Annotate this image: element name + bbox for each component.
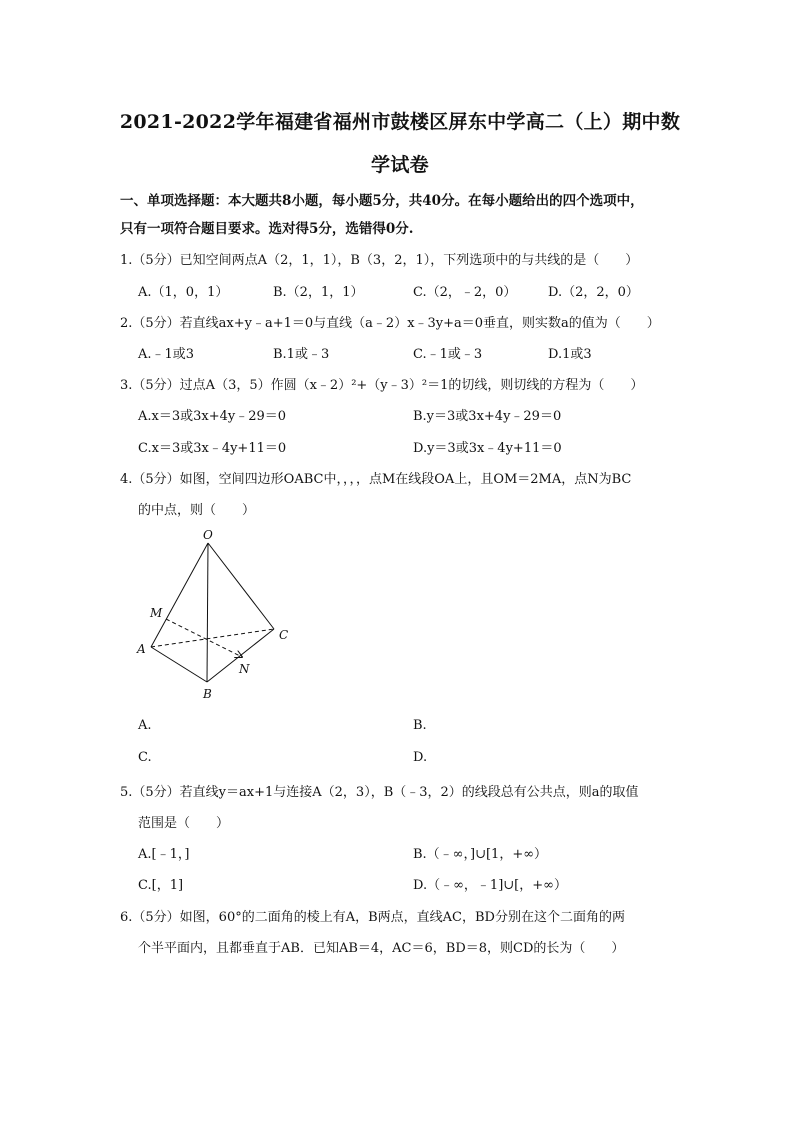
question-2-option-d: D.1或3	[548, 347, 592, 362]
question-1-option-a: A.（1，0，1）	[138, 285, 229, 300]
question-4-option-b: B.	[413, 718, 427, 733]
question-2-stem: 2.（5分）若直线ax+y﹣a+1＝0与直线（a﹣2）x﹣3y+a＝0垂直，则实数a的值为（ ）	[120, 316, 660, 331]
question-4-stem-line2: 的中点，则（ ）	[138, 503, 256, 518]
question-3-stem: 3.（5分）过点A（3，5）作圆（x﹣2）²+（y﹣3）²＝1的切线，则切线的方程为（ ）	[120, 378, 644, 393]
section-heading-line1: 一、单项选择题：本大题共8小题，每小题5分，共40分。在每小题给出的四个选项中，	[120, 193, 644, 209]
section-heading-line2: 只有一项符合题目要求。选对得5分，选错得0分.	[120, 221, 414, 237]
label-b: B	[203, 687, 212, 701]
question-4-option-d: D.	[413, 750, 428, 765]
question-2-option-c: C.﹣1或﹣3	[413, 347, 483, 362]
question-4-option-a: A.	[138, 718, 152, 733]
question-6-stem-line2: 个半平面内，且都垂直于AB．已知AB＝4，AC＝6，BD＝8，则CD的长为（ ）	[138, 941, 625, 956]
question-1-option-c: C.（2，﹣2，0）	[413, 285, 517, 300]
question-5-stem-line2: 范围是（ ）	[138, 816, 230, 831]
label-o: O	[203, 528, 213, 542]
question-3-option-d: D.y＝3或3x﹣4y+11＝0	[413, 441, 562, 456]
question-1-option-b: B.（2，1，1）	[273, 285, 364, 300]
label-c: C	[279, 628, 289, 642]
question-3-option-c: C.x＝3或3x﹣4y+11＝0	[138, 441, 287, 456]
exam-title-line2: 学试卷	[371, 154, 429, 176]
question-3-option-a: A.x＝3或3x+4y﹣29＝0	[138, 409, 287, 424]
exam-title-line1: 2021-2022学年福建省福州市鼓楼区屏东中学高二（上）期中数	[119, 111, 681, 133]
question-5-option-c: C.[，1]	[138, 878, 184, 893]
edge-ob	[207, 543, 208, 682]
edge-ac-dashed	[151, 629, 274, 647]
question-6-stem-line1: 6.（5分）如图，60°的二面角的棱上有A，B两点，直线AC，BD分别在这个二面角的两	[120, 910, 625, 925]
question-5-option-a: A.[﹣1，]	[138, 847, 190, 862]
question-1-option-d: D.（2，2，0）	[548, 285, 639, 300]
question-1-stem: 1.（5分）已知空间两点A（2，1，1），B（3，2，1），下列选项中的与共线的是（ ）	[120, 253, 639, 268]
question-5-stem-line1: 5.（5分）若直线y＝ax+1与连接A（2，3），B（﹣3，2）的线段总有公共点，则a的取值	[120, 785, 639, 800]
tetrahedron-figure	[130, 525, 300, 705]
question-4-option-c: C.	[138, 750, 152, 765]
edge-ab	[151, 647, 207, 682]
question-3-option-b: B.y＝3或3x+4y﹣29＝0	[413, 409, 562, 424]
question-5-option-d: D.（﹣∞，﹣1]∪[，+∞）	[413, 878, 567, 893]
edge-oa	[151, 543, 208, 647]
edge-oc	[208, 543, 274, 629]
label-n: N	[239, 662, 250, 676]
segment-mn-dashed	[166, 619, 242, 657]
label-m: M	[150, 606, 163, 620]
question-4-stem-line1: 4.（5分）如图，空间四边形OABC中，，，，点M在线段OA上，且OM＝2MA，点N为BC	[120, 472, 632, 487]
label-a: A	[137, 642, 146, 656]
question-2-option-a: A.﹣1或3	[138, 347, 195, 362]
question-5-option-b: B.（﹣∞，]∪[1，+∞）	[413, 847, 548, 862]
question-2-option-b: B.1或﹣3	[273, 347, 330, 362]
